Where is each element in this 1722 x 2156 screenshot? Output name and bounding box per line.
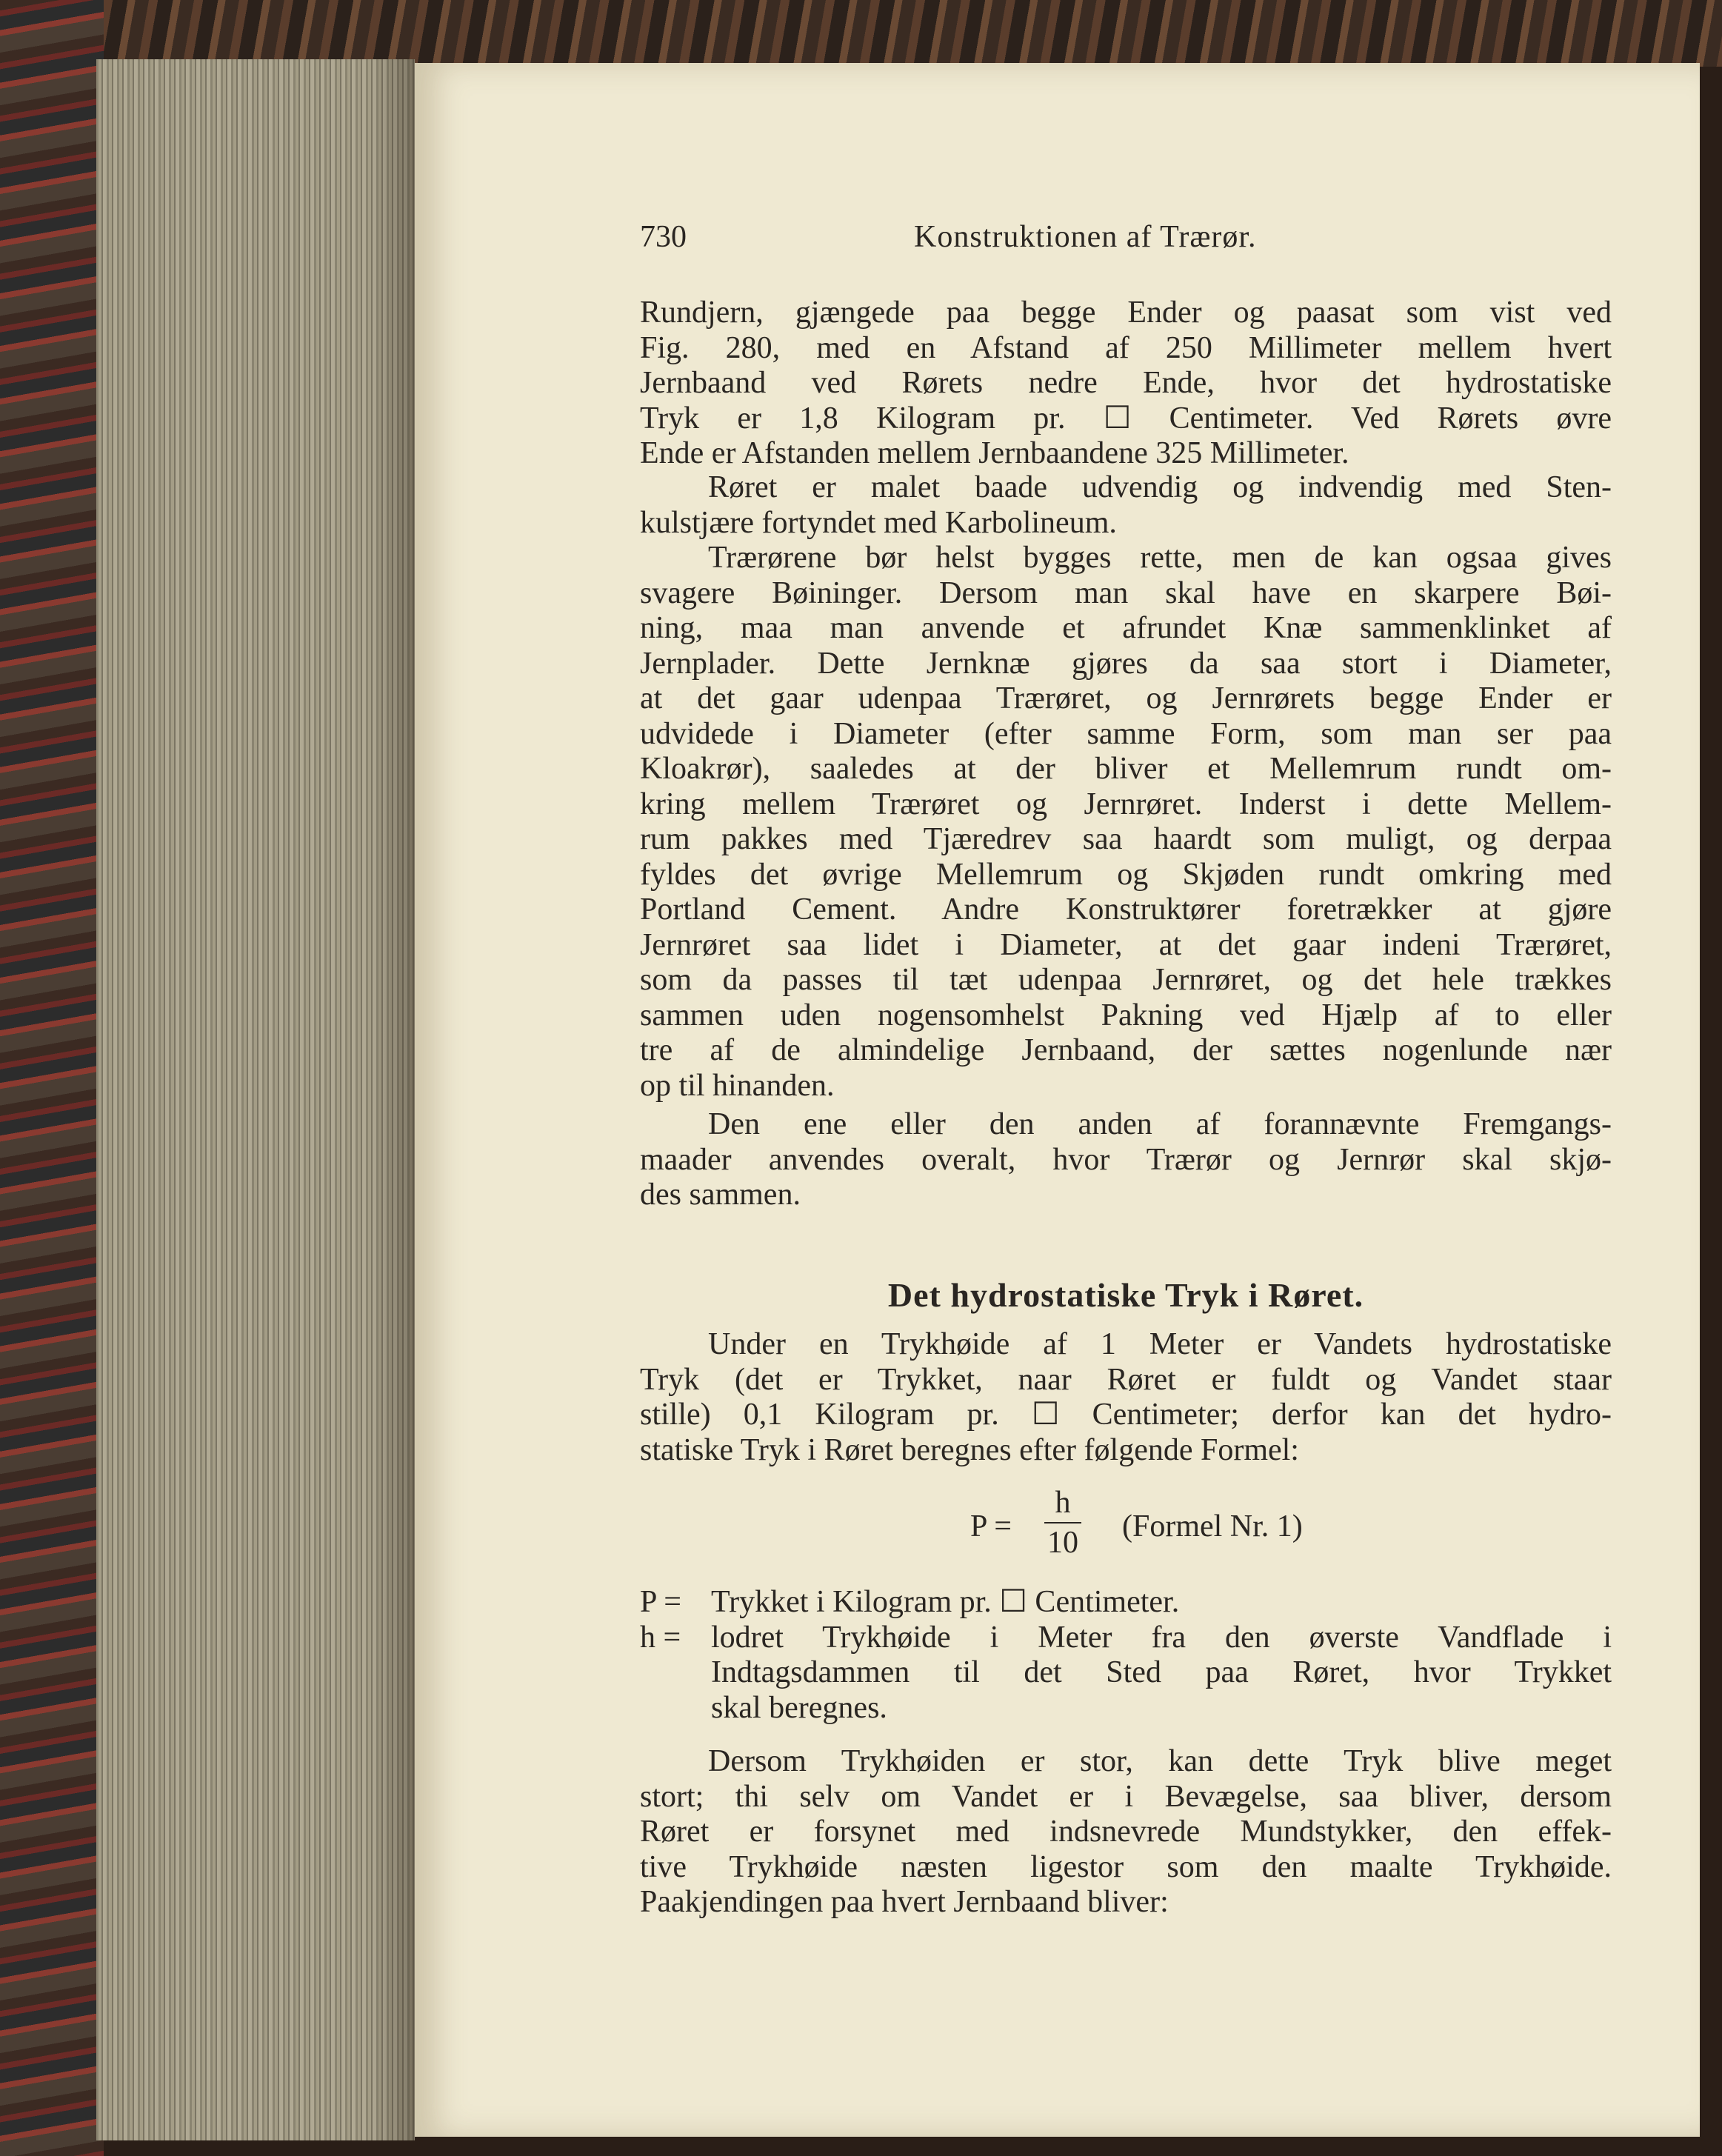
running-title: Konstruktionen af Trærør. xyxy=(914,220,1257,254)
text-line: ning, maa man anvende et afrundet Knæ sammenklinket af xyxy=(640,611,1612,645)
formula-denominator: 10 xyxy=(1047,1526,1078,1560)
text-line: Jernbaand ved Rørets nedre Ende, hvor det hydrostatiske xyxy=(640,366,1612,400)
paragraph xyxy=(640,470,1612,541)
page-number: 730 xyxy=(640,220,687,254)
paragraph xyxy=(640,296,1612,472)
section-heading: Det hydrostatiske Tryk i Røret. xyxy=(887,1276,1364,1314)
page-stack xyxy=(96,59,415,2140)
text-line: fyldes det øvrige Mellemrum og Skjøden rundt omkring med xyxy=(640,857,1612,892)
text-line: Ende er Afstanden mellem Jernbaandene 325 Millimeter. xyxy=(640,436,1349,470)
text-line: Den ene eller den anden af forannævnte Fremgangs- xyxy=(708,1107,1612,1141)
marbled-book-edge xyxy=(0,0,104,2156)
fraction-bar xyxy=(1044,1522,1081,1523)
text-line: Jernrøret saa lidet i Diameter, at det gaar indeni Trærøret, xyxy=(640,927,1612,962)
text-line: maader anvendes overalt, hvor Trærør og Jernrør skal skjø- xyxy=(640,1142,1612,1177)
text-line: sammen uden nogensomhelst Pakning ved Hjælp af to eller xyxy=(640,998,1612,1032)
text-line: Portland Cement. Andre Konstruktører foretrækker at gjøre xyxy=(640,892,1612,927)
text-line: udvidede i Diameter (efter samme Form, som man ser paa xyxy=(640,716,1612,751)
text-line: skal beregnes. xyxy=(711,1690,887,1725)
text-line: stort; thi selv om Vandet er i Bevægelse, saa bliver, dersom xyxy=(640,1779,1612,1814)
page-stack-shadow xyxy=(370,59,415,2140)
text-line: Paakjendingen paa hvert Jernbaand bliver: xyxy=(640,1885,1169,1919)
text-line: Røret er forsynet med indsnevrede Mundstykker, den effek- xyxy=(640,1815,1612,1849)
text-line: lodret Trykhøide i Meter fra den øverste Vandflade i xyxy=(711,1620,1612,1655)
text-line: Kloakrør), saaledes at der bliver et Mellemrum rundt om- xyxy=(640,752,1612,786)
definition-row xyxy=(640,1621,1612,1726)
text-line: stille) 0,1 Kilogram pr. ☐ Centimeter; derfor kan det hydro- xyxy=(640,1398,1612,1432)
text-line: som da passes til tæt udenpaa Jernrøret, og det hele trækkes xyxy=(640,963,1612,997)
text-line: des sammen. xyxy=(640,1178,801,1212)
text-line: statiske Tryk i Røret beregnes efter følgende Formel: xyxy=(640,1432,1299,1467)
formula-fraction xyxy=(1044,1485,1081,1561)
definition-symbol: P = xyxy=(640,1585,681,1619)
text-line: svagere Bøininger. Dersom man skal have en skarpere Bøi- xyxy=(640,575,1612,610)
paragraph xyxy=(640,1744,1612,1920)
paragraph xyxy=(640,1107,1612,1213)
text-line: op til hinanden. xyxy=(640,1068,835,1103)
paragraph xyxy=(640,541,1612,1104)
formula-lhs: P = xyxy=(970,1509,1012,1543)
definition-symbol: h = xyxy=(640,1620,681,1655)
text-line: Tryk (det er Trykket, naar Røret er fuldt og Vandet staar xyxy=(640,1362,1612,1397)
text-line: Fig. 280, med en Afstand af 250 Millimeter mellem hvert xyxy=(640,330,1612,365)
text-line: at det gaar udenpaa Trærøret, og Jernrørets begge Ender er xyxy=(640,681,1612,715)
text-line: Dersom Trykhøiden er stor, kan dette Tryk blive meget xyxy=(708,1744,1612,1778)
text-line: tre af de almindelige Jernbaand, der sættes nogenlunde nær xyxy=(640,1033,1612,1067)
definitions xyxy=(640,1585,1612,1726)
text-line: Under en Trykhøide af 1 Meter er Vandets hydrostatiske xyxy=(708,1327,1612,1361)
formula-numerator: h xyxy=(1055,1486,1071,1520)
paragraph xyxy=(640,1327,1612,1468)
text-line: kring mellem Trærøret og Jernrøret. Inderst i dette Mellem- xyxy=(640,787,1612,821)
text-line: kulstjære fortyndet med Karbolineum. xyxy=(640,505,1117,540)
text-line: Rundjern, gjængede paa begge Ender og paasat som vist ved xyxy=(640,296,1612,330)
text-line: Jernplader. Dette Jernknæ gjøres da saa stort i Diameter, xyxy=(640,646,1612,681)
text-line: Trærørene bør helst bygges rette, men de kan ogsaa gives xyxy=(708,541,1612,575)
definition-text xyxy=(711,1621,1612,1726)
book-top-edge xyxy=(0,0,1722,67)
text-line: Indtagsdammen til det Sted paa Røret, hvor Trykket xyxy=(711,1655,1612,1689)
text-line: rum pakkes med Tjæredrev saa haardt som muligt, og derpaa xyxy=(640,822,1612,856)
definition-text xyxy=(711,1585,1612,1621)
text-line: tive Trykhøide næsten ligestor som den maalte Trykhøide. xyxy=(640,1849,1612,1884)
text-line: Røret er malet baade udvendig og indvendig med Sten- xyxy=(708,470,1612,504)
text-line: Trykket i Kilogram pr. ☐ Centimeter. xyxy=(711,1585,1180,1619)
definition-row xyxy=(640,1585,1612,1621)
text-line: Tryk er 1,8 Kilogram pr. ☐ Centimeter. Ved Rørets øvre xyxy=(640,401,1612,435)
formula-label: (Formel Nr. 1) xyxy=(1122,1509,1303,1543)
